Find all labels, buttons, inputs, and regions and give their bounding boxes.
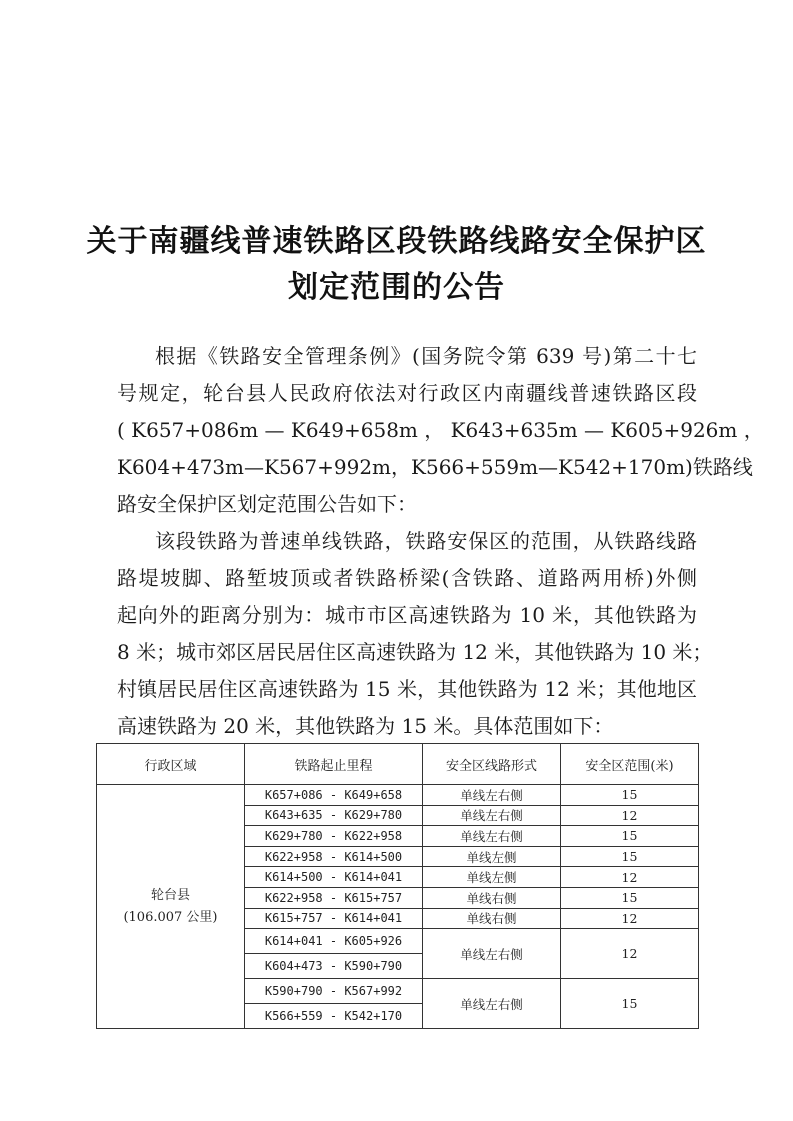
- mileage-cell: K657+086 - K649+658: [245, 785, 423, 806]
- paragraph-1-line-4: K604+473m—K567+992m，K566+559m—K542+170m)铁路线: [117, 455, 753, 479]
- line-form-cell: 单线右侧: [423, 887, 561, 908]
- paragraph-2-line-5: 村镇居民居住区高速铁路为 15 米，其他铁路为 12 米；其他地区: [117, 677, 697, 701]
- paragraph-1-line-5: 路安全保护区划定范围公告如下：: [117, 492, 417, 516]
- range-cell: 15: [561, 979, 699, 1029]
- mileage-cell: K614+041 - K605+926: [245, 929, 423, 954]
- header-mileage: 铁路起止里程: [245, 744, 423, 785]
- document-title-line-1: 关于南疆线普速铁路区段铁路线路安全保护区: [86, 224, 707, 259]
- header-region: 行政区域: [97, 744, 245, 785]
- line-form-cell: 单线左右侧: [423, 805, 561, 826]
- region-name: 轮台县: [150, 887, 190, 903]
- header-line-form: 安全区线路形式: [423, 744, 561, 785]
- mileage-cell: K622+958 - K614+500: [245, 846, 423, 867]
- line-form-cell: 单线左右侧: [423, 979, 561, 1029]
- line-form-cell: 单线左侧: [423, 867, 561, 888]
- paragraph-2-line-3: 起向外的距离分别为：城市市区高速铁路为 10 米，其他铁路为: [117, 603, 697, 627]
- paragraph-2-line-1: 该段铁路为普速单线铁路，铁路安保区的范围，从铁路线路: [155, 529, 697, 553]
- paragraph-2-line-4: 8 米；城市郊区居民居住区高速铁路为 12 米，其他铁路为 10 米；: [117, 640, 713, 664]
- mileage-cell: K614+500 - K614+041: [245, 867, 423, 888]
- mileage-cell: K590+790 - K567+992: [245, 979, 423, 1004]
- range-cell: 12: [561, 867, 699, 888]
- region-cell: [97, 785, 245, 1029]
- mileage-cell: K566+559 - K542+170: [245, 1004, 423, 1029]
- range-cell: 12: [561, 805, 699, 826]
- mileage-cell: K643+635 - K629+780: [245, 805, 423, 826]
- line-form-cell: 单线左右侧: [423, 785, 561, 806]
- paragraph-2-line-6: 高速铁路为 20 米，其他铁路为 15 米。具体范围如下：: [117, 714, 614, 738]
- table-header-row: [97, 744, 699, 785]
- mileage-cell: K604+473 - K590+790: [245, 954, 423, 979]
- paragraph-1-line-1: 根据《铁路安全管理条例》(国务院令第 639 号)第二十七: [155, 344, 697, 368]
- safety-zone-table: [96, 743, 699, 1029]
- mileage-cell: K629+780 - K622+958: [245, 826, 423, 847]
- paragraph-1-line-2: 号规定，轮台县人民政府依法对行政区内南疆线普速铁路区段: [117, 381, 697, 405]
- header-range: 安全区范围(米): [561, 744, 699, 785]
- line-form-cell: 单线左右侧: [423, 929, 561, 979]
- mileage-cell: K615+757 - K614+041: [245, 908, 423, 929]
- table-row: [97, 785, 699, 806]
- line-form-cell: 单线右侧: [423, 908, 561, 929]
- range-cell: 15: [561, 785, 699, 806]
- line-form-cell: 单线左侧: [423, 846, 561, 867]
- range-cell: 15: [561, 887, 699, 908]
- document-title-line-2: 划定范围的公告: [288, 270, 505, 305]
- paragraph-1-line-3: ( K657+086m — K649+658m ， K643+635m — K605+926m ，: [117, 418, 764, 442]
- range-cell: 15: [561, 846, 699, 867]
- range-cell: 12: [561, 929, 699, 979]
- mileage-cell: K622+958 - K615+757: [245, 887, 423, 908]
- paragraph-2-line-2: 路堤坡脚、路堑坡顶或者铁路桥梁(含铁路、道路两用桥)外侧: [117, 566, 697, 590]
- region-length: (106.007 公里): [123, 909, 218, 925]
- line-form-cell: 单线左右侧: [423, 826, 561, 847]
- range-cell: 12: [561, 908, 699, 929]
- range-cell: 15: [561, 826, 699, 847]
